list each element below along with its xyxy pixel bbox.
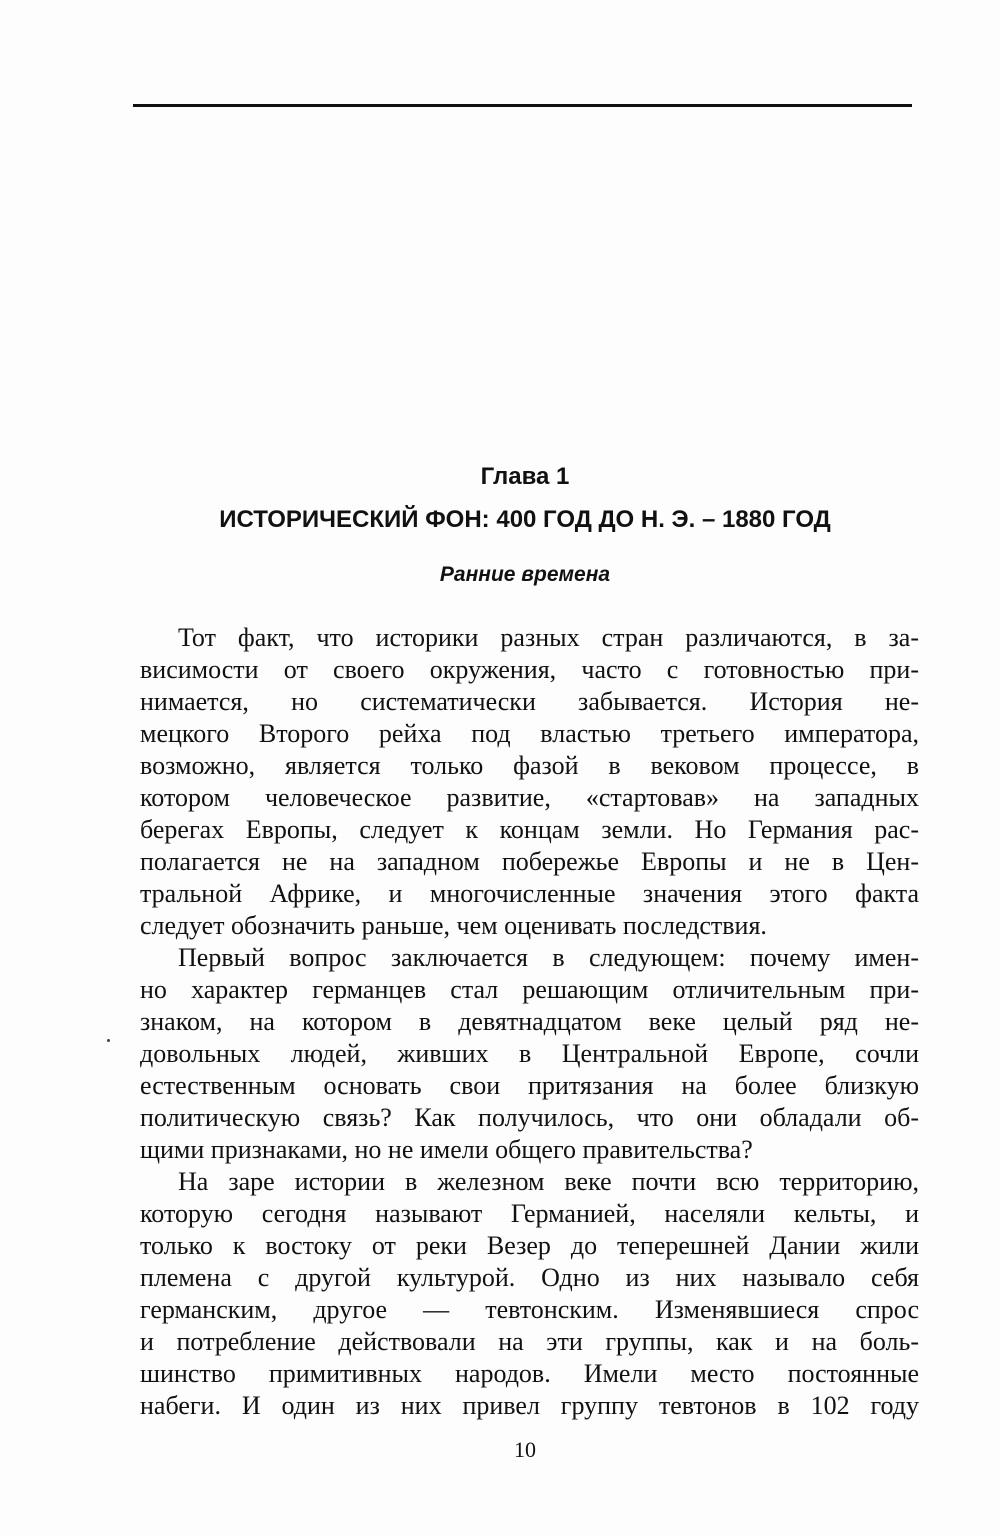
paragraph-3-line-8: набеги. И один из них привел группу тевтонов в 102 году (140, 1391, 919, 1420)
paragraph-1-line-5: возможно, является только фазой в вековом процессе, в (140, 751, 919, 780)
header-rule (133, 104, 912, 107)
paragraph-1-line-3: нимается, но систематически забывается. История не- (140, 687, 919, 716)
paragraph-1-line-10: следует обозначить раньше, чем оценивать последствия. (140, 911, 767, 940)
paragraph-2-line-6: политическую связь? Как получилось, что они обладали об- (140, 1103, 919, 1132)
paragraph-1-line-1: Тот факт, что историки разных стран различаются, в за- (178, 623, 919, 652)
paragraph-1-line-8: полагается не на западном побережье Европы и не в Цен- (140, 847, 919, 876)
paragraph-2-line-7: щими признаками, но не имели общего правительства? (140, 1135, 753, 1164)
paragraph-3-line-5: германским, другое — тевтонским. Изменявшиеся спрос (140, 1295, 919, 1324)
paragraph-3-line-4: племена с другой культурой. Одно из них называло себя (140, 1263, 919, 1292)
paragraph-2-line-4: довольных людей, живших в Центральной Европе, сочли (140, 1039, 919, 1068)
section-title: Ранние времена (439, 563, 611, 586)
scan-speck (107, 1039, 110, 1042)
paragraph-1-line-4: мецкого Второго рейха под властью третьего императора, (140, 719, 919, 748)
paragraph-1-line-6: котором человеческое развитие, «стартовав» на западных (140, 783, 919, 812)
paragraph-3-line-3: только к востоку от реки Везер до теперешней Дании жили (140, 1231, 919, 1260)
paragraph-1-line-9: тральной Африке, и многочисленные значения этого факта (140, 879, 919, 908)
paragraph-2-line-1: Первый вопрос заключается в следующем: почему имен- (178, 943, 919, 972)
paragraph-2-line-2: но характер германцев стал решающим отличительным при- (140, 975, 919, 1004)
paragraph-3-line-1: На заре истории в железном веке почти всю территорию, (178, 1167, 919, 1196)
page-number: 10 (514, 1437, 536, 1462)
paragraph-3-line-6: и потребление действовали на эти группы, как и на боль- (140, 1327, 919, 1356)
paragraph-1-line-2: висимости от своего окружения, часто с готовностью при- (140, 655, 919, 684)
chapter-label: Глава 1 (480, 463, 570, 490)
paragraph-3-line-2: которую сегодня называют Германией, населяли кельты, и (140, 1199, 919, 1228)
paragraph-2-line-5: естественным основать свои притязания на более близкую (140, 1071, 919, 1100)
chapter-title: ИСТОРИЧЕСКИЙ ФОН: 400 ГОД ДО Н. Э. – 1880 ГОД (219, 506, 831, 533)
paragraph-2-line-3: знаком, на котором в девятнадцатом веке целый ряд не- (140, 1007, 919, 1036)
paragraph-1-line-7: берегах Европы, следует к концам земли. Но Германия рас- (140, 815, 919, 844)
paragraph-3-line-7: шинство примитивных народов. Имели место постоянные (140, 1359, 919, 1388)
